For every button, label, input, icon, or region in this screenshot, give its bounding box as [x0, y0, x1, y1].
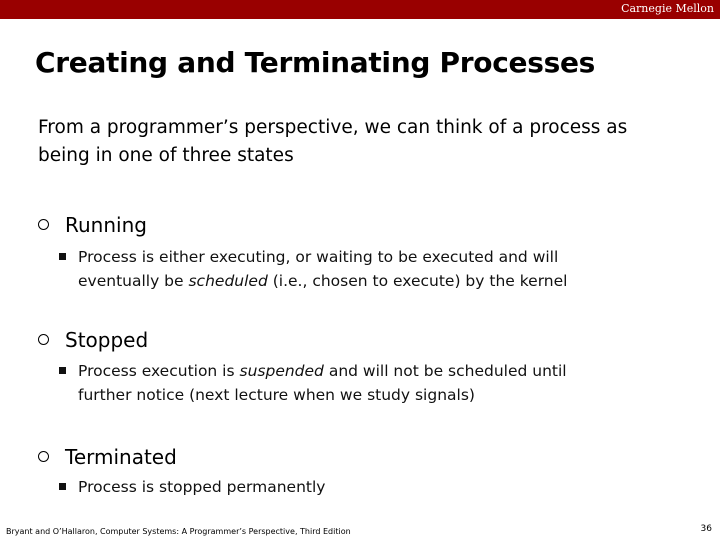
- slide-title: Creating and Terminating Processes: [35, 46, 595, 79]
- square-bullet-icon: [59, 483, 66, 490]
- circle-bullet-icon: [38, 451, 49, 462]
- state-heading: Running: [65, 213, 147, 237]
- state-heading: Terminated: [65, 445, 177, 469]
- state-detail-text: [78, 245, 619, 293]
- state-heading: Stopped: [65, 328, 149, 352]
- square-bullet-icon: [59, 253, 66, 260]
- detail-emphasis: scheduled: [188, 272, 268, 290]
- detail-text-before: Process is stopped permanently: [78, 478, 326, 496]
- header-bar: [0, 0, 720, 19]
- circle-bullet-icon: [38, 334, 49, 345]
- state-detail-text: [78, 359, 619, 407]
- state-detail-text: [78, 475, 619, 499]
- state-detail-stopped: [59, 359, 619, 407]
- detail-text-before: Process is either executing, or waiting to be executed and will eventually be: [78, 248, 559, 290]
- state-detail-terminated: [59, 475, 619, 499]
- page-number: 36: [700, 524, 712, 534]
- detail-text-after: and will not be scheduled until further notice (next lecture when we study signals): [78, 362, 567, 404]
- detail-text-after: (i.e., chosen to execute) by the kernel: [267, 272, 568, 290]
- square-bullet-icon: [59, 367, 66, 374]
- detail-text-before: Process execution is: [78, 362, 240, 380]
- institution-label: Carnegie Mellon: [621, 2, 714, 15]
- circle-bullet-icon: [38, 219, 49, 230]
- state-detail-running: [59, 245, 619, 293]
- intro-text: From a programmer’s perspective, we can think of a process as being in one of three states: [38, 117, 628, 166]
- footer-citation: Bryant and O’Hallaron, Computer Systems: A Programmer’s Perspective, Third Edition: [6, 527, 351, 536]
- detail-emphasis: suspended: [239, 362, 324, 380]
